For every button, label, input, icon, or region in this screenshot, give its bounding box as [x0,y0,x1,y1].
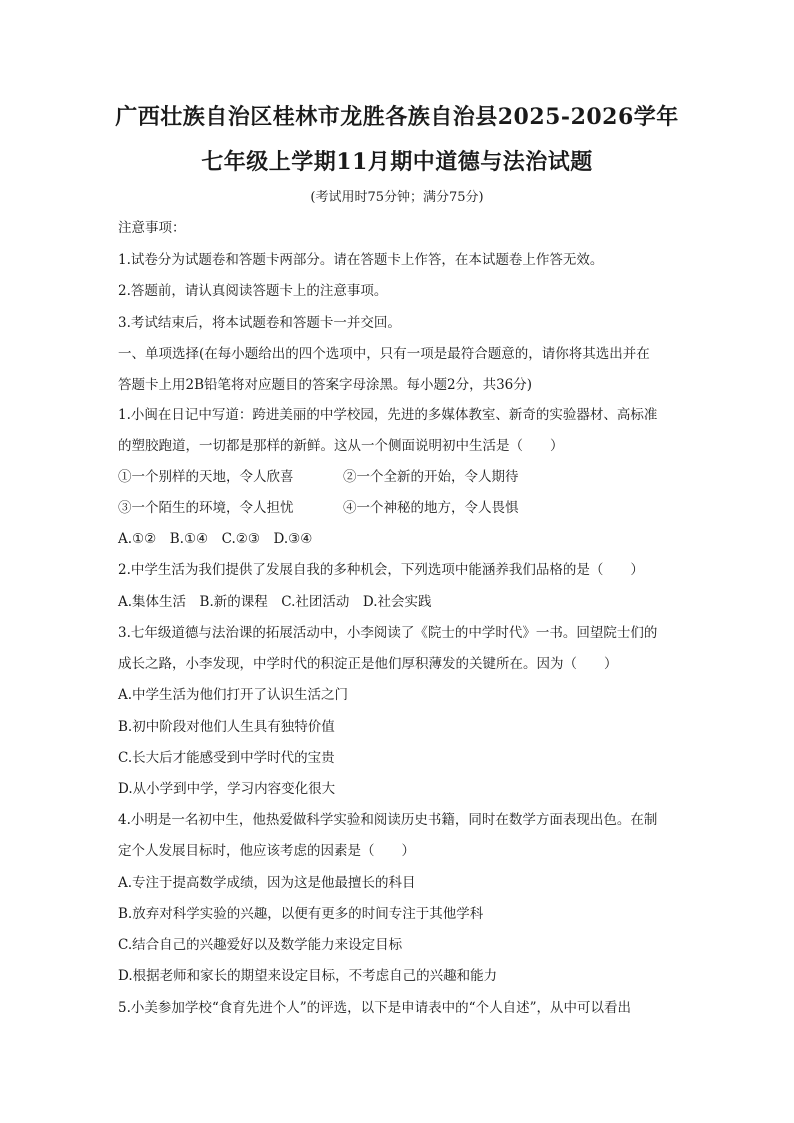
question-1-statement: ④一个神秘的地方，令人畏惧 [343,500,519,516]
notice-item: 2.答题前，请认真阅读答题卡上的注意事项。 [118,283,388,299]
question-4-option: A.专注于提高数学成绩，因为这是他最擅长的科目 [118,875,416,891]
question-4-option: D.根据老师和家长的期望来设定目标，不考虑自己的兴趣和能力 [118,968,498,984]
exam-title-line2: 七年级上学期11月期中道德与法治试题 [201,149,593,175]
section-instruction: 答题卡上用2B铅笔将对应题目的答案字母涂黑。每小题2分，共36分) [118,377,533,393]
question-1-stem: 的塑胶跑道，一切都是那样的新鲜。这从一个侧面说明初中生活是（ ） [118,438,564,454]
question-1-statement: ①一个别样的天地，令人欣喜 [118,469,294,485]
question-5-stem: 5.小美参加学校“食育先进个人”的评选，以下是申请表中的“个人自述”，从中可以看出 [118,1000,631,1016]
question-2-stem: 2.中学生活为我们提供了发展自我的多种机会，下列选项中能涵养我们品格的是（ ） [118,562,644,578]
section-instruction: 一、单项选择(在每小题给出的四个选项中，只有一项是最符合题意的，请你将其选出并在 [118,346,650,362]
question-4-stem: 定个人发展目标时，他应该考虑的因素是（ ） [118,843,415,859]
question-1-statement: ②一个全新的开始，令人期待 [343,469,519,485]
question-4-option: B.放弃对科学实验的兴趣，以便有更多的时间专注于其他学科 [118,906,484,922]
question-2-options: A.集体生活 B.新的课程 C.社团活动 D.社会实践 [118,594,432,610]
exam-subtitle: (考试用时75分钟；满分75分) [310,190,484,205]
question-1-stem: 1.小闽在日记中写道：跨进美丽的中学校园，先进的多媒体教室、新奇的实验器材、高标准 [118,407,658,423]
question-3-stem: 3.七年级道德与法治课的拓展活动中，小李阅读了《院士的中学时代》一书。回望院士们的 [118,625,658,641]
notice-heading: 注意事项： [118,220,186,236]
notice-item: 1.试卷分为试题卷和答题卡两部分。请在答题卡上作答，在本试题卷上作答无效。 [118,252,604,268]
question-3-stem: 成长之路，小李发现，中学时代的积淀正是他们厚积薄发的关键所在。因为（ ） [118,656,618,672]
question-1-statement: ③一个陌生的环境，令人担忧 [118,500,294,516]
notice-item: 3.考试结束后，将本试题卷和答题卡一并交回。 [118,315,401,331]
question-3-option: B.初中阶段对他们人生具有独特价值 [118,719,335,735]
question-3-option: A.中学生活为他们打开了认识生活之门 [118,687,349,703]
question-3-option: D.从小学到中学，学习内容变化很大 [118,781,336,797]
exam-title-line1: 广西壮族自治区桂林市龙胜各族自治县2025-2026学年 [115,104,679,130]
question-1-options: A.①② B.①④ C.②③ D.③④ [118,531,313,547]
question-4-option: C.结合自己的兴趣爱好以及数学能力来设定目标 [118,937,403,953]
question-3-option: C.长大后才能感受到中学时代的宝贵 [118,750,335,766]
question-4-stem: 4.小明是一名初中生，他热爱做科学实验和阅读历史书籍，同时在数学方面表现出色。在制 [118,812,658,828]
